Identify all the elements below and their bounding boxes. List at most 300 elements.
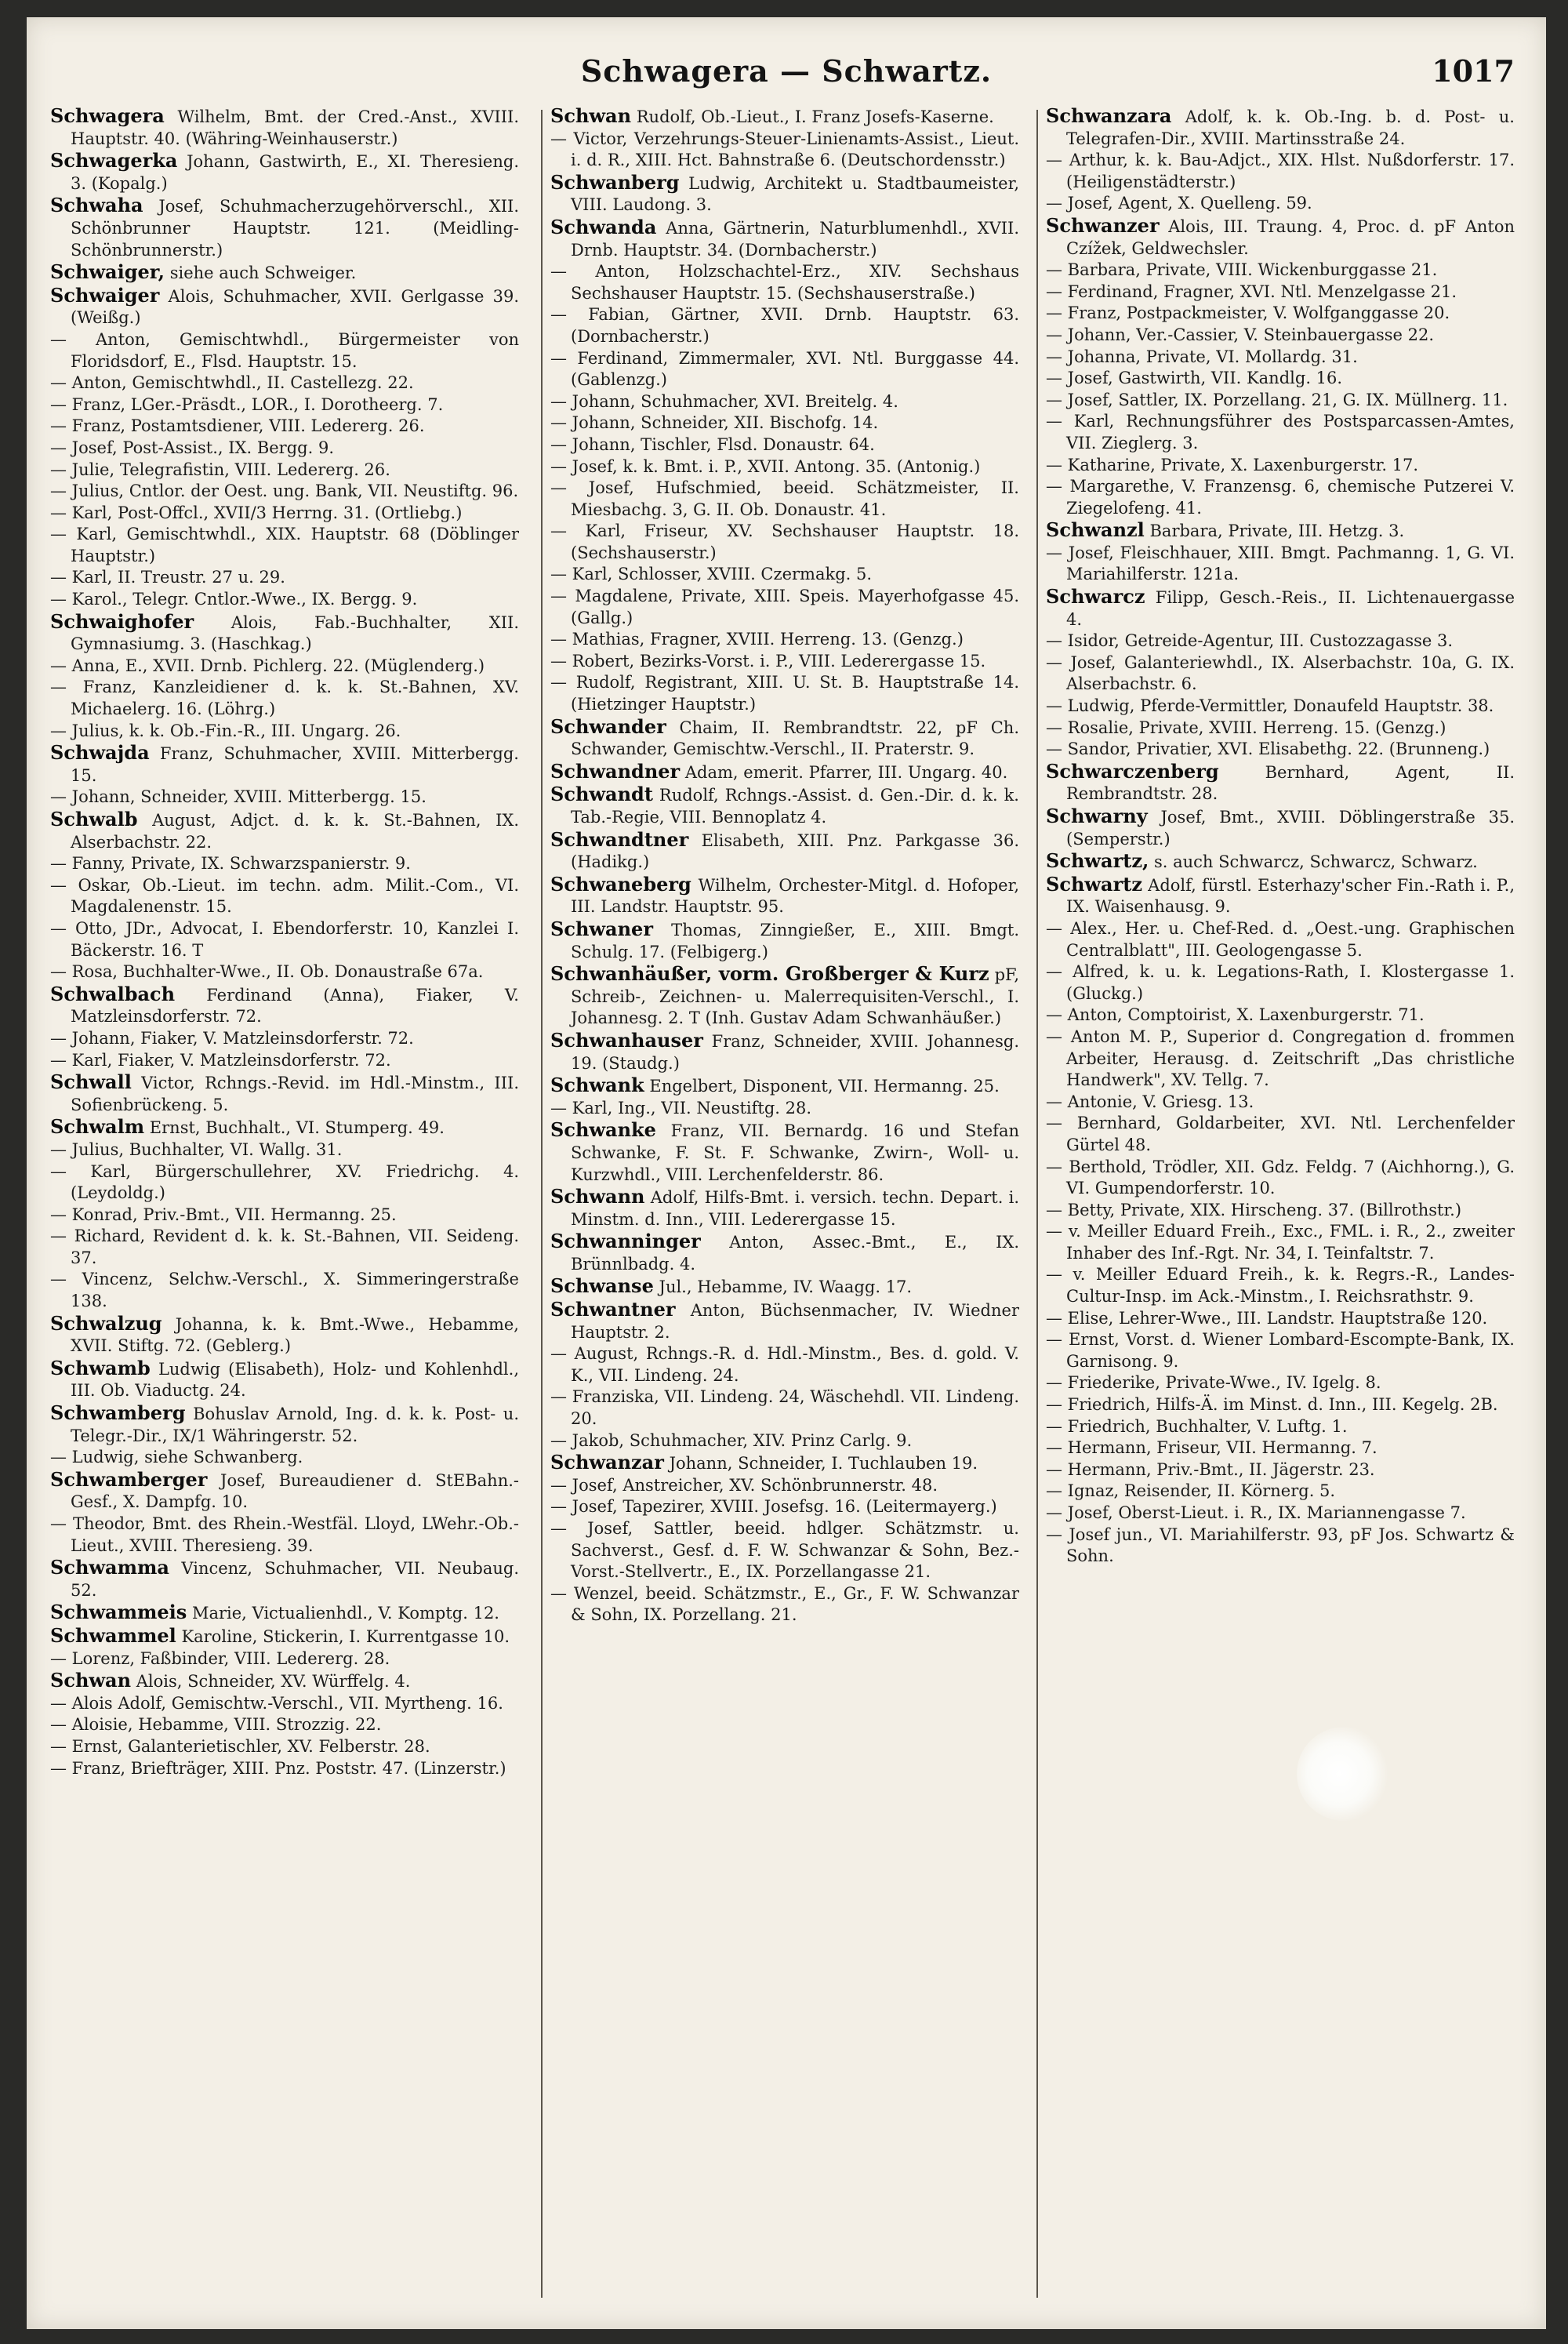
entry-text: — Friedrich, Buchhalter, V. Luftg. 1.	[1046, 1416, 1348, 1436]
directory-entry	[550, 1074, 1019, 1098]
entry-text: — Johann, Fiaker, V. Matzleinsdorferstr. 72.	[50, 1028, 414, 1048]
entry-text: — Ludwig, Pferde-Vermittler, Donaufeld Hauptstr. 38.	[1046, 696, 1494, 716]
directory-entry	[550, 1496, 1019, 1518]
entry-text: — Franz, LGer.-Präsdt., LOR., I. Dorotheerg. 7.	[50, 394, 444, 414]
directory-entry	[50, 329, 519, 372]
entry-surname: Schwamberg	[50, 1401, 186, 1425]
directory-entry	[1046, 260, 1515, 282]
entry-text: — Karl, Rechnungsführer des Postsparcassen-Amtes, VII. Zieglerg. 3.	[1046, 412, 1515, 452]
entry-text: — Karl, Ing., VII. Neustiftg. 28.	[550, 1098, 812, 1117]
directory-entry	[1046, 347, 1515, 369]
entry-surname: Schwanberg	[550, 170, 680, 194]
entry-surname: Schwarny	[1046, 805, 1148, 827]
entry-surname: Schwan	[50, 1669, 132, 1692]
entry-text: — Johann, Ver.-Cassier, V. Steinbauergasse 22.	[1046, 325, 1435, 344]
directory-entry	[550, 1583, 1019, 1626]
entry-text: s. auch Schwarcz, Schwarcz, Schwarz.	[1149, 852, 1478, 872]
directory-entry	[50, 416, 519, 438]
entry-text: — Isidor, Getreide-Agentur, III. Custozzagasse 3.	[1046, 631, 1454, 651]
entry-surname: Schwander	[550, 714, 666, 738]
entry-text: — Richard, Revident d. k. k. St.-Bahnen, VII. Seideng. 37.	[50, 1227, 519, 1267]
entry-text: — Julius, Buchhalter, VI. Wallg. 31.	[50, 1139, 343, 1159]
entry-text: — Arthur, k. k. Bau-Adjct., XIX. Hlst. Nußdorferstr. 17. (Heiligenstädterstr.)	[1046, 151, 1515, 191]
entry-text: Barbara, Private, III. Hetzg. 3.	[1144, 521, 1405, 541]
directory-entry	[50, 1050, 519, 1072]
directory-entry	[1046, 1092, 1515, 1114]
directory-entry	[50, 1758, 519, 1780]
entry-text: — Oskar, Ob.-Lieut. im techn. adm. Milit.-Com., VI. Magdalenenstr. 15.	[50, 875, 519, 917]
entry-surname: Schwanzer	[1046, 213, 1160, 237]
entry-surname: Schwantner	[550, 1298, 676, 1321]
entry-text: Elisabeth, XIII. Pnz. Parkgasse 36. (Hadikg.)	[571, 830, 1019, 872]
directory-entry	[1046, 1481, 1515, 1503]
entry-text: — Vincenz, Selchw.-Verschl., X. Simmeringerstraße 138.	[50, 1270, 519, 1311]
directory-entry	[550, 874, 1019, 918]
directory-entry	[50, 1447, 519, 1469]
directory-entry	[50, 261, 519, 285]
directory-entry	[550, 1343, 1019, 1386]
entry-text: Ernst, Buchhalt., VI. Stumperg. 49.	[144, 1118, 445, 1138]
entry-text: Thomas, Zinngießer, E., XIII. Bmgt. Schulg. 17. (Felbigerg.)	[571, 920, 1019, 961]
entry-surname: Schwaneberg	[550, 872, 691, 896]
directory-entry	[1046, 1113, 1515, 1156]
directory-entry	[1046, 519, 1515, 543]
entry-text: — Franz, Kanzleidiener d. k. k. St.-Bahnen, XV. Michaelerg. 16. (Löhrg.)	[50, 678, 519, 719]
entry-text: — Victor, Verzehrungs-Steuer-Linienamts-Assist., Lieut. i. d. R., XIII. Hct. Bahnstraße 6. (Deutschordensstr.)	[550, 129, 1019, 170]
entry-text: — Theodor, Bmt. des Rhein.-Westfäl. Lloyd, LWehr.-Ob.-Lieut., XVIII. Theresieng. 39.	[50, 1514, 519, 1555]
entry-surname: Schwann	[550, 1185, 645, 1208]
entry-text: — Karl, Schlosser, XVIII. Czermakg. 5.	[550, 565, 873, 584]
directory-entry	[550, 478, 1019, 521]
directory-entry	[1046, 961, 1515, 1005]
directory-entry	[50, 460, 519, 482]
directory-entry	[50, 1071, 519, 1116]
directory-entry	[1046, 874, 1515, 918]
entry-surname: Schwanke	[550, 1118, 656, 1142]
entry-text: — Aloisie, Hebamme, VIII. Strozzig. 22.	[50, 1715, 382, 1735]
entry-text: — Ignaz, Reisender, II. Körnerg. 5.	[1046, 1481, 1336, 1501]
entry-surname: Schwanhäußer, vorm. Großberger & Kurz	[550, 962, 989, 986]
entry-text: Alois, Schuhmacher, XVII. Gerlgasse 39. (Weißg.)	[71, 286, 519, 328]
entry-text: — Franziska, VII. Lindeng. 24, Wäschehdl. VII. Lindeng. 20.	[550, 1387, 1019, 1429]
directory-entry	[1046, 718, 1515, 740]
directory-entry	[1046, 1005, 1515, 1027]
entry-surname: Schwaha	[50, 194, 143, 217]
entry-text: Victor, Rchngs.-Revid. im Hdl.-Minstm., III. Sofienbrückeng. 5.	[71, 1074, 519, 1114]
entry-surname: Schwartz	[1046, 872, 1142, 896]
entry-surname: Schwamma	[50, 1556, 169, 1579]
entry-text: — Jakob, Schuhmacher, XIV. Prinz Carlg. 9.	[550, 1430, 913, 1450]
entry-text: — Ludwig, siehe Schwanberg.	[50, 1448, 303, 1467]
entry-surname: Schwartz,	[1046, 849, 1149, 873]
directory-entry	[1046, 652, 1515, 696]
directory-entry	[50, 742, 519, 787]
entry-text: — Rudolf, Registrant, XIII. U. St. B. Hauptstraße 14. (Hietzinger Hauptstr.)	[550, 673, 1019, 714]
directory-entry	[50, 787, 519, 809]
directory-entry	[550, 1230, 1019, 1275]
directory-entry	[50, 656, 519, 678]
directory-entry	[550, 1186, 1019, 1230]
entry-text: Karoline, Stickerin, I. Kurrentgasse 10.	[176, 1626, 510, 1646]
entry-text: — Johann, Schneider, XVIII. Mitterbergg. 15.	[50, 787, 426, 807]
directory-entry	[1046, 1372, 1515, 1394]
entry-text: — Franz, Postamtsdiener, VIII. Ledererg. 26.	[50, 416, 425, 436]
entry-text: — v. Meiller Eduard Freih., Exc., FML. i. R., 2., zweiter Inhaber des Inf.-Rgt. Nr. 34, I. Teinfaltstr. 7.	[1046, 1222, 1515, 1263]
entry-text: — Johann, Tischler, Flsd. Donaustr. 64.	[550, 434, 875, 454]
directory-entry	[1046, 1308, 1515, 1330]
directory-entry	[550, 456, 1019, 478]
entry-text: — Karl, II. Treustr. 27 u. 29.	[50, 568, 285, 587]
directory-entry	[50, 589, 519, 611]
entry-text: Ferdinand (Anna), Fiaker, V. Matzleinsdorferstr. 72.	[71, 985, 519, 1027]
directory-entry	[1046, 1394, 1515, 1416]
entry-text: — Karl, Friseur, XV. Sechshauser Hauptstr. 18. (Sechshauserstr.)	[550, 521, 1019, 562]
entry-surname: Schwammeis	[50, 1601, 187, 1624]
directory-entry	[50, 1357, 519, 1402]
directory-entry	[50, 1139, 519, 1161]
directory-entry	[1046, 476, 1515, 519]
directory-entry	[50, 481, 519, 503]
entry-text: — Karl, Fiaker, V. Matzleinsdorferstr. 72.	[50, 1050, 391, 1070]
entry-surname: Schwandt	[550, 783, 653, 806]
entry-text: Johann, Gastwirth, E., XI. Theresieng. 3. (Kopalg.)	[71, 152, 519, 193]
directory-entry	[1046, 696, 1515, 718]
entry-text: Ludwig, Architekt u. Stadtbaumeister, VIII. Laudong. 3.	[571, 173, 1019, 215]
entry-text: — Josef, Gastwirth, VII. Kandlg. 16.	[1046, 369, 1343, 388]
entry-text: — Josef, Tapezirer, XVIII. Josefsg. 16. (Leitermayerg.)	[550, 1497, 997, 1517]
directory-entry	[50, 1625, 519, 1648]
column-divider	[1036, 110, 1038, 2298]
entry-surname: Schwalzug	[50, 1311, 162, 1335]
entry-text: Rudolf, Ob.-Lieut., I. Franz Josefs-Kaserne.	[631, 107, 994, 126]
entry-text: — Fabian, Gärtner, XVII. Drnb. Hauptstr. 63. (Dornbacherstr.)	[550, 305, 1019, 346]
directory-entry	[1046, 918, 1515, 961]
directory-entry	[550, 1119, 1019, 1186]
directory-entry	[550, 672, 1019, 715]
entry-surname: Schwammel	[50, 1623, 176, 1647]
entry-text: — Karl, Post-Offcl., XVII/3 Herrng. 31. (Ortliebg.)	[50, 503, 463, 522]
page-header	[50, 49, 1523, 96]
directory-entry	[1046, 215, 1515, 260]
entry-surname: Schwarcz	[1046, 585, 1145, 609]
entry-text: — August, Rchngs.-R. d. Hdl.-Minstm., Bes. d. gold. V. K., VII. Lindeng. 24.	[550, 1344, 1019, 1385]
entry-text: — Ernst, Galanterietischler, XV. Felberstr. 28.	[50, 1736, 430, 1756]
entry-text: — Franz, Postpackmeister, V. Wolfganggasse 20.	[1046, 303, 1450, 323]
directory-entry	[550, 412, 1019, 434]
directory-entry	[550, 304, 1019, 347]
entry-text: — Franz, Briefträger, XIII. Pnz. Poststr. 47. (Linzerstr.)	[50, 1758, 506, 1778]
entry-surname: Schwall	[50, 1070, 132, 1094]
entry-text: Franz, VII. Bernardg. 16 und Stefan Schwanke, F. St. F. Schwanke, Zwirn-, Woll- u. Kurzwhdl., VIII. Lerchenfelderstr. 86.	[571, 1121, 1019, 1184]
directory-entry	[1046, 850, 1515, 874]
entry-text: — Bernhard, Goldarbeiter, XVI. Ntl. Lerchenfelder Gürtel 48.	[1046, 1114, 1515, 1154]
entry-surname: Schwaiger	[50, 283, 160, 307]
directory-entry	[550, 629, 1019, 651]
entry-text: — Rosalie, Private, XVIII. Herreng. 15. (Genzg.)	[1046, 718, 1446, 737]
directory-entry	[50, 961, 519, 983]
entry-text: Adolf, fürstl. Esterhazy'scher Fin.-Rath i. P., IX. Waisenhausg. 9.	[1066, 875, 1515, 917]
directory-entry	[550, 348, 1019, 391]
entry-text: — Johanna, Private, VI. Mollardg. 31.	[1046, 347, 1358, 366]
directory-entry	[550, 564, 1019, 586]
directory-entry	[50, 1648, 519, 1670]
entry-text: Adam, emerit. Pfarrer, III. Ungarg. 40.	[680, 762, 1008, 782]
directory-entry	[550, 829, 1019, 874]
entry-surname: Schwagerka	[50, 149, 178, 173]
directory-entry	[550, 1518, 1019, 1583]
entry-text: — Mathias, Fragner, XVIII. Herreng. 13. (Genzg.)	[550, 630, 964, 649]
directory-entry	[50, 721, 519, 743]
directory-entry	[50, 1269, 519, 1312]
entry-surname: Schwalm	[50, 1115, 145, 1139]
directory-entry	[1046, 1503, 1515, 1525]
directory-entry	[50, 150, 519, 194]
directory-entry	[50, 1226, 519, 1269]
entry-surname: Schwagera	[50, 105, 165, 127]
directory-entry	[50, 1714, 519, 1736]
entry-surname: Schwalbach	[50, 982, 176, 1005]
directory-entry	[550, 129, 1019, 172]
directory-entry	[550, 1386, 1019, 1430]
entry-text: Marie, Victualienhdl., V. Komptg. 12.	[187, 1604, 499, 1623]
entry-surname: Schwandtner	[550, 827, 689, 851]
paper-damage-spot	[1297, 1727, 1391, 1821]
directory-entry	[50, 105, 519, 150]
entry-text: — Ferdinand, Fragner, XVI. Ntl. Menzelgasse 21.	[1046, 282, 1457, 301]
entry-text: — Barbara, Private, VIII. Wickenburggasse 21.	[1046, 260, 1438, 280]
entry-text: Engelbert, Disponent, VII. Hermanng. 25.	[644, 1077, 1000, 1096]
entry-text: — Lorenz, Faßbinder, VIII. Ledererg. 28.	[50, 1648, 390, 1668]
directory-entry	[50, 1469, 519, 1514]
entry-text: — Josef, Anstreicher, XV. Schönbrunnerstr. 48.	[550, 1475, 938, 1495]
directory-entry	[50, 983, 519, 1028]
entry-text: — Karl, Bürgerschullehrer, XV. Friedrichg. 4. (Leydoldg.)	[50, 1161, 519, 1203]
entry-text: — Julie, Telegrafistin, VIII. Ledererg. 26.	[50, 460, 390, 479]
entry-text: — Karol., Telegr. Cntlor.-Wwe., IX. Bergg. 9.	[50, 590, 418, 609]
entry-surname: Schwanse	[550, 1274, 654, 1298]
entry-text: — Otto, JDr., Advocat, I. Ebendorferstr. 10, Kanzlei I. Bäckerstr. 16. T	[50, 918, 519, 960]
entry-text: — Hermann, Priv.-Bmt., II. Jägerstr. 23.	[1046, 1459, 1375, 1479]
entry-text: — Sandor, Privatier, XVI. Elisabethg. 22. (Brunneng.)	[1046, 740, 1490, 759]
entry-surname: Schwaiger,	[50, 260, 165, 284]
entry-text: — Berthold, Trödler, XII. Gdz. Feldg. 7 (Aichhorng.), G. VI. Gumpendorferstr. 10.	[1046, 1157, 1515, 1198]
entry-text: pF, Schreib-, Zeichnen- u. Malerrequisiten-Verschl., I. Johannesg. 2. T (Inh. Gustav Adam Schwanhäußer.)	[571, 965, 1019, 1028]
directory-entry	[50, 372, 519, 394]
directory-entry	[550, 1430, 1019, 1452]
entry-text: — Ernst, Vorst. d. Wiener Lombard-Escompte-Bank, IX. Garnisong. 9.	[1046, 1330, 1515, 1371]
directory-entry	[50, 394, 519, 416]
entry-text: Ludwig (Elisabeth), Holz- und Kohlenhdl., III. Ob. Viaductg. 24.	[71, 1359, 519, 1401]
directory-entry	[50, 1693, 519, 1715]
entry-text: Franz, Schuhmacher, XVIII. Mitterbergg. 15.	[71, 744, 519, 785]
entry-text: — Josef, Sattler, IX. Porzellang. 21, G. IX. Müllnerg. 11.	[1046, 390, 1508, 409]
directory-entry	[550, 963, 1019, 1030]
directory-entry	[50, 1161, 519, 1205]
entry-text: Vincenz, Schuhmacher, VII. Neubaug. 52.	[71, 1559, 519, 1600]
directory-entry	[1046, 325, 1515, 347]
entry-surname: Schwajda	[50, 741, 150, 765]
directory-entry	[50, 1028, 519, 1050]
entry-text: — Josef, Fleischhauer, XIII. Bmgt. Pachmanng. 1, G. VI. Mariahilferstr. 121a.	[1046, 543, 1515, 584]
directory-entry	[550, 761, 1019, 784]
directory-entry	[1046, 739, 1515, 761]
entry-surname: Schwanzara	[1046, 105, 1172, 127]
entry-text: Filipp, Gesch.-Reis., II. Lichtenauergasse 4.	[1066, 588, 1515, 629]
directory-entry	[550, 1475, 1019, 1497]
directory-entry	[1046, 193, 1515, 215]
entry-text: — Josef, Galanteriewhdl., IX. Alserbachstr. 10a, G. IX. Alserbachstr. 6.	[1046, 652, 1515, 694]
directory-entry	[1046, 1459, 1515, 1481]
directory-entry	[50, 875, 519, 918]
entry-surname: Schwanhauser	[550, 1028, 703, 1052]
directory-entry	[50, 194, 519, 261]
entry-text: Anna, Gärtnerin, Naturblumenhdl., XVII. Drnb. Hauptstr. 34. (Dornbacherstr.)	[571, 218, 1019, 260]
directory-entry	[1046, 150, 1515, 193]
directory-entry	[550, 1299, 1019, 1343]
column-divider	[541, 110, 543, 2298]
entry-text: — Magdalene, Private, XIII. Speis. Mayerhofgasse 45. (Gallg.)	[550, 587, 1019, 627]
directory-entry	[50, 285, 519, 329]
directory-entry	[1046, 761, 1515, 805]
entry-text: — Elise, Lehrer-Wwe., III. Landstr. Hauptstraße 120.	[1046, 1308, 1488, 1328]
directory-entry	[550, 586, 1019, 629]
directory-entry	[550, 261, 1019, 304]
entry-surname: Schwan	[550, 105, 632, 127]
entry-text: August, Adjct. d. k. k. St.-Bahnen, IX. Alserbachstr. 22.	[71, 811, 519, 852]
directory-entry	[1046, 543, 1515, 586]
directory-entry	[550, 651, 1019, 673]
entry-text: Franz, Schneider, XVIII. Johannesg. 19. (Staudg.)	[571, 1031, 1019, 1073]
entry-text: — Ferdinand, Zimmermaler, XVI. Ntl. Burggasse 44. (Gablenzg.)	[550, 348, 1019, 390]
directory-entry	[550, 1030, 1019, 1074]
directory-entry	[1046, 1264, 1515, 1307]
directory-entry	[50, 809, 519, 853]
directory-entry	[550, 105, 1019, 129]
directory-entry	[50, 524, 519, 567]
entry-text: Johann, Schneider, I. Tuchlauben 19.	[663, 1454, 978, 1474]
entry-text: — Robert, Bezirks-Vorst. i. P., VIII. Lederergasse 15.	[550, 651, 986, 670]
directory-entry	[1046, 282, 1515, 303]
entry-text: Jul., Hebamme, IV. Waagg. 17.	[653, 1277, 913, 1297]
entry-text: Bernhard, Agent, II. Rembrandtstr. 28.	[1066, 762, 1515, 804]
directory-column-2	[550, 105, 1019, 2302]
directory-entry	[50, 1601, 519, 1625]
entry-text: — Anton, Holzschachtel-Erz., XIV. Sechshaus Sechshauser Hauptstr. 15. (Sechshauserstraße.)	[550, 262, 1019, 303]
entry-surname: Schwarczenberg	[1046, 759, 1219, 783]
entry-surname: Schwamberger	[50, 1467, 208, 1491]
entry-text: — v. Meiller Eduard Freih., k. k. Regrs.-R., Landes-Cultur-Insp. im Ack.-Minstm., I. Reichsrathstr. 9.	[1046, 1265, 1515, 1306]
entry-text: — Fanny, Private, IX. Schwarzspanierstr. 9.	[50, 854, 411, 874]
entry-text: — Katharine, Private, X. Laxenburgerstr. 17.	[1046, 455, 1419, 474]
entry-text: — Wenzel, beeid. Schätzmstr., E., Gr., F. W. Schwanzar & Sohn, IX. Porzellang. 21.	[550, 1583, 1019, 1625]
entry-text: Anton, Assec.-Bmt., E., IX. Brünnlbadg. 4.	[571, 1233, 1019, 1274]
directory-entry	[50, 1313, 519, 1357]
entry-text: — Josef, k. k. Bmt. i. P., XVII. Antong. 35. (Antonig.)	[550, 456, 981, 476]
directory-entry	[1046, 1157, 1515, 1200]
directory-entry	[50, 853, 519, 875]
directory-entry	[1046, 368, 1515, 390]
directory-entry	[50, 918, 519, 961]
entry-text: Alois, III. Traung. 4, Proc. d. pF Anton Czížek, Geldwechsler.	[1066, 216, 1515, 258]
entry-text: Chaim, II. Rembrandtstr. 22, pF Ch. Schwander, Gemischtw.-Verschl., II. Praterstr. 9.	[571, 718, 1019, 759]
directory-entry	[1046, 1416, 1515, 1438]
entry-text: Alois, Fab.-Buchhalter, XII. Gymnasiumg. 3. (Haschkag.)	[71, 612, 519, 654]
directory-entry	[550, 1452, 1019, 1475]
directory-entry	[50, 1557, 519, 1601]
entry-text: — Alfred, k. u. k. Legations-Rath, I. Klostergasse 1. (Gluckg.)	[1046, 962, 1515, 1003]
entry-text: Josef, Bureaudiener d. StEBahn.-Gesf., X. Dampfg. 10.	[71, 1470, 519, 1512]
directory-entry	[50, 1402, 519, 1447]
directory-entry	[1046, 805, 1515, 850]
entry-surname: Schwalb	[50, 808, 138, 830]
entry-text: Rudolf, Rchngs.-Assist. d. Gen.-Dir. d. k. k. Tab.-Regie, VIII. Bennoplatz 4.	[571, 786, 1019, 827]
entry-text: Josef, Schuhmacherzugehörverschl., XII. Schönbrunner Hauptstr. 121. (Meidling-Schönbrunnerstr.)	[71, 197, 519, 260]
page-number: 1017	[1432, 53, 1515, 89]
directory-entry	[550, 521, 1019, 564]
entry-surname: Schwaighofer	[50, 609, 194, 633]
entry-text: Alois, Schneider, XV. Würffelg. 4.	[131, 1672, 411, 1692]
entry-text: — Julius, k. k. Ob.-Fin.-R., III. Ungarg. 26.	[50, 721, 401, 740]
directory-entry	[50, 1736, 519, 1758]
entry-text: — Antonie, V. Griesg. 13.	[1046, 1092, 1254, 1111]
directory-page	[27, 17, 1546, 2329]
entry-text: — Josef, Sattler, beeid. hdlger. Schätzmstr. u. Sachverst., Gesf. d. F. W. Schwanzar & Sohn, Bez.-Vorst.-Stellvertr., E., IX. Porzellangasse 21.	[550, 1519, 1019, 1582]
directory-entry	[1046, 1200, 1515, 1222]
entry-text: Wilhelm, Orchester-Mitgl. d. Hofoper, III. Landstr. Hauptstr. 95.	[571, 875, 1019, 917]
entry-text: — Josef jun., VI. Mariahilferstr. 93, pF Jos. Schwartz & Sohn.	[1046, 1525, 1515, 1566]
entry-text: Bohuslav Arnold, Ing. d. k. k. Post- u. Telegr.-Dir., IX/1 Währingerstr. 52.	[71, 1405, 519, 1445]
entry-text: — Johann, Schuhmacher, XVI. Breitelg. 4.	[550, 391, 898, 411]
entry-text: — Anna, E., XVII. Drnb. Pichlerg. 22. (Müglenderg.)	[50, 656, 485, 675]
directory-entry	[550, 783, 1019, 828]
directory-entry	[50, 1116, 519, 1139]
directory-entry	[1046, 631, 1515, 652]
entry-text: — Josef, Oberst-Lieut. i. R., IX. Mariannengasse 7.	[1046, 1503, 1466, 1522]
directory-entry	[1046, 586, 1515, 631]
directory-entry	[1046, 1437, 1515, 1459]
directory-entry	[50, 677, 519, 720]
entry-text: siehe auch Schweiger.	[165, 263, 357, 283]
directory-entry	[50, 567, 519, 589]
entry-surname: Schwanzl	[1046, 518, 1145, 542]
directory-entry	[550, 918, 1019, 963]
entry-text: — Hermann, Friseur, VII. Hermanng. 7.	[1046, 1438, 1377, 1458]
entry-text: — Anton M. P., Superior d. Congregation d. frommen Arbeiter, Herausg. d. Zeitschrift „Das christliche Handwerk", XV. Tellg. 7.	[1046, 1027, 1515, 1090]
entry-text: — Friedrich, Hilfs-Ä. im Minst. d. Inn., III. Kegelg. 2B.	[1046, 1395, 1498, 1415]
entry-text: — Konrad, Priv.-Bmt., VII. Hermanng. 25.	[50, 1205, 397, 1224]
entry-text: — Margarethe, V. Franzensg. 6, chemische Putzerei V. Ziegelofeng. 41.	[1046, 477, 1515, 518]
directory-entry	[1046, 303, 1515, 325]
directory-entry	[550, 716, 1019, 761]
entry-surname: Schwandner	[550, 759, 681, 783]
entry-text: — Rosa, Buchhalter-Wwe., II. Ob. Donaustraße 67a.	[50, 962, 484, 982]
directory-entry	[1046, 105, 1515, 150]
entry-text: — Alois Adolf, Gemischtw.-Verschl., VII. Myrtheng. 16.	[50, 1693, 503, 1713]
directory-entry	[50, 1514, 519, 1557]
entry-text: — Friederike, Private-Wwe., IV. Igelg. 8.	[1046, 1373, 1381, 1393]
directory-entry	[1046, 411, 1515, 454]
directory-entry	[1046, 1329, 1515, 1372]
entry-text: Adolf, k. k. Ob.-Ing. b. d. Post- u. Telegrafen-Dir., XVIII. Martinsstraße 24.	[1066, 107, 1515, 148]
entry-text: — Anton, Gemischtwhdl., Bürgermeister von Floridsdorf, E., Flsd. Hauptstr. 15.	[50, 329, 519, 371]
directory-entry	[550, 216, 1019, 261]
running-title: Schwagera — Schwartz.	[580, 53, 993, 89]
entry-surname: Schwaner	[550, 917, 653, 940]
directory-entry	[550, 1275, 1019, 1299]
directory-entry	[1046, 390, 1515, 412]
entry-surname: Schwank	[550, 1074, 644, 1097]
directory-column-1	[50, 105, 519, 2302]
